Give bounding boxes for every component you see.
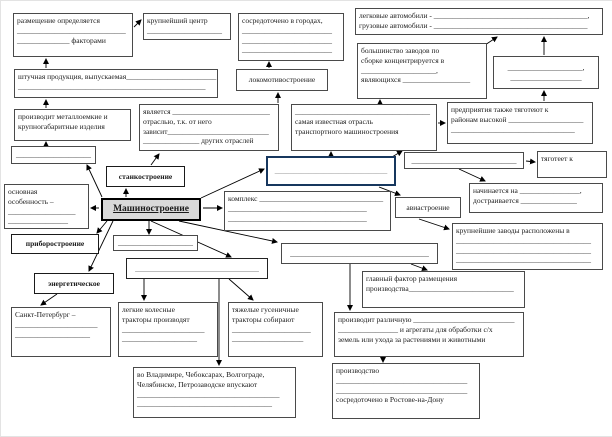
node-line: Санкт-Петербург –	[15, 310, 76, 319]
edge-stankostroenie--yavlyaetsya-otraslyu	[151, 154, 159, 165]
node-line: тяготеет к	[541, 154, 573, 163]
node-line: основная	[8, 187, 38, 196]
node-line: производит различную ___________________________	[338, 315, 515, 324]
node-line: ____________________	[122, 334, 197, 344]
node-osnovnaya-osobennost	[4, 184, 89, 229]
node-line: предприятия также тяготеют к	[451, 105, 549, 114]
node-krupneyshiy-tsentr	[143, 13, 231, 40]
node-blank-left	[11, 146, 96, 164]
node-line: энергетическое	[48, 278, 100, 288]
node-line: _______________ других отраслей	[143, 136, 254, 146]
node-line: главный фактор размещения	[366, 274, 458, 283]
node-blank-blue	[266, 156, 396, 186]
node-blank-below-main	[113, 235, 198, 251]
node-line: _________________________________	[451, 124, 575, 134]
node-stankostroenie	[106, 166, 185, 187]
node-line: _____________________	[232, 324, 311, 334]
node-line: ____________________,	[361, 65, 438, 75]
edge-blank-wide-mid--tyazhelye-gusenichnye	[229, 279, 253, 300]
node-krupneyshie-zavody	[452, 223, 603, 270]
node-line: транспортного машиностроения	[295, 126, 399, 136]
node-line: Челябинске, Петрозаводске впускают	[137, 379, 258, 389]
node-line: легковые автомобили - _________________________________________,	[359, 11, 590, 20]
node-proizvodstvo-rostov	[332, 363, 480, 419]
node-mashinostroenie	[101, 198, 201, 221]
node-line: ____________________	[16, 150, 91, 160]
node-line: зависит___________________________	[143, 126, 269, 136]
node-line: комплекс _________________________________	[228, 194, 384, 203]
node-nachinaetsya-dostraivaetsya	[469, 183, 603, 213]
node-line: _________________________________	[135, 263, 259, 273]
node-line: во Владимире, Чебоксарах, Волгограде,	[137, 370, 265, 379]
node-yavlyaetsya-otraslyu	[139, 104, 279, 151]
node-sosredotocheno-v-gorodakh	[238, 13, 344, 61]
node-line: легкие колесные	[122, 305, 175, 314]
node-line: ____________________,	[507, 62, 585, 72]
node-legkie-kolesnye	[118, 302, 218, 357]
node-line: ____________________________________	[295, 107, 430, 116]
node-line: ____________________	[118, 238, 193, 248]
node-line: ______________________	[15, 319, 98, 329]
node-line: большинство заводов по	[361, 46, 440, 55]
node-line: локомотивостроение	[248, 75, 316, 85]
node-line: Машиностроение	[113, 204, 189, 215]
node-line: ____________________________________	[456, 255, 591, 265]
node-line: крупногабаритные изделия	[18, 121, 105, 131]
node-line: штучная продукция, выпускаемая________________________	[18, 72, 217, 81]
node-line: сборке концентрируется в	[361, 55, 445, 65]
node-line: производства____________________________	[366, 283, 514, 293]
edge-blank-wide-right--tyagoteet-k	[526, 161, 535, 162]
node-line: станкостроение	[118, 171, 173, 181]
node-line: земель или ухода за растениями и животными	[338, 334, 486, 344]
node-line: тяжелые гусеничные	[232, 305, 299, 314]
node-blank-top-right	[493, 56, 599, 89]
node-line: ___________________________________	[336, 385, 468, 395]
edge-razmeshchenie--krupneyshiy-tsentr	[134, 20, 141, 27]
node-razmeshchenie	[13, 13, 133, 57]
node-line: сосредоточено в городах,	[242, 16, 323, 25]
node-line: отраслью, т.к. от него	[143, 116, 212, 126]
node-line: грузовые автомобили - _________________________________________	[359, 20, 588, 30]
node-line: приборостроение	[25, 239, 85, 249]
node-line: __________________________________________________	[18, 81, 206, 91]
node-line: крупнейшие заводы расположены в	[456, 226, 570, 235]
node-line: являющихся __________________	[361, 75, 471, 85]
node-line: производит металлоемкие и	[18, 112, 108, 121]
node-line: сосредоточено в Ростове-на-Дону	[336, 395, 444, 405]
edge-energeticheskoe--sankt-peterburg	[41, 294, 57, 305]
node-kompleks	[224, 191, 391, 231]
edge-blank-wide-right--nachinaetsya-dostraivaetsya	[459, 169, 485, 181]
node-line: __________________	[8, 206, 76, 216]
edge-mashinostroenie--priborostroenie	[97, 221, 107, 233]
node-line: ________________________	[242, 25, 332, 35]
node-line: начинается на ________________,	[473, 186, 582, 195]
node-priborostroenie	[11, 234, 99, 254]
node-line: ____________________	[15, 329, 90, 339]
node-line: ________________ и агрегаты для обработки с/х	[338, 324, 493, 334]
node-tyagoteet-k	[537, 151, 607, 178]
node-tyazhelye-gusenichnye	[228, 302, 323, 357]
edge-mashinostroenie--blank-left	[87, 165, 102, 197]
node-blank-wide-right	[404, 152, 524, 169]
node-line: ________________________	[242, 35, 332, 45]
node-sankt-peterburg	[11, 307, 111, 357]
node-line: ________________________	[242, 45, 332, 55]
node-line: размещение определяется	[17, 16, 100, 25]
node-glavnyy-faktor	[362, 271, 525, 308]
node-line: крупнейший центр	[147, 16, 208, 25]
node-energeticheskoe	[34, 273, 114, 294]
node-line: ______________ факторами	[17, 35, 106, 45]
node-line: производство	[336, 366, 380, 375]
edge-blank-wide-mid2--glavnyy-faktor	[411, 264, 427, 270]
node-line: ____________________________	[411, 155, 517, 165]
node-vo-vladimire	[133, 367, 296, 418]
node-lokomotivostroenie	[236, 69, 328, 91]
node-shtuchnaya-produktsiya	[14, 69, 218, 98]
node-line: _____________________________________	[228, 203, 367, 213]
node-proizvodit-razlichnuyu	[334, 312, 524, 357]
node-line: ___________________	[510, 72, 582, 82]
node-line: ______________________________	[274, 166, 388, 176]
node-line: достраивается _______________	[473, 195, 577, 205]
node-bolshinstvo-zavodov	[357, 43, 487, 99]
node-line: ___________________	[232, 334, 304, 344]
node-legkovye-gruzovye	[355, 8, 603, 35]
node-line: районам высокой ____________________	[451, 114, 584, 124]
node-line: самая известная отрасль	[295, 116, 373, 126]
node-blank-wide-mid	[126, 258, 268, 279]
node-line: ____________________	[147, 25, 222, 35]
node-line: ___________________________________	[336, 375, 468, 385]
node-line: ______________________________________	[137, 389, 280, 399]
node-samaya-izvestnaya	[291, 104, 437, 151]
node-line: тракторы производят	[122, 314, 190, 324]
node-line: ____________________________________	[456, 245, 591, 255]
node-line: является __________________________	[143, 107, 270, 116]
node-blank-wide-mid2	[281, 243, 438, 264]
node-line: авиастроение	[406, 202, 450, 212]
node-line: _____________________________	[17, 25, 126, 35]
node-line: тракторы собирают	[232, 314, 295, 324]
node-aviastroenie	[395, 197, 461, 218]
node-line: ________________	[8, 216, 68, 226]
node-line: ______________________	[122, 324, 205, 334]
node-line: _____________________________________	[290, 248, 429, 258]
node-proizvodit-metalloemkie	[14, 109, 131, 141]
node-line: _____________________________________	[228, 213, 367, 223]
node-line: особенность –	[8, 196, 54, 206]
node-line: ____________________________________	[137, 399, 272, 409]
node-predpriyatiya-tyagoteyut	[447, 102, 593, 144]
edge-aviastroenie--krupneyshie-zavody	[419, 219, 449, 229]
node-line: ____________________________________	[456, 235, 591, 245]
